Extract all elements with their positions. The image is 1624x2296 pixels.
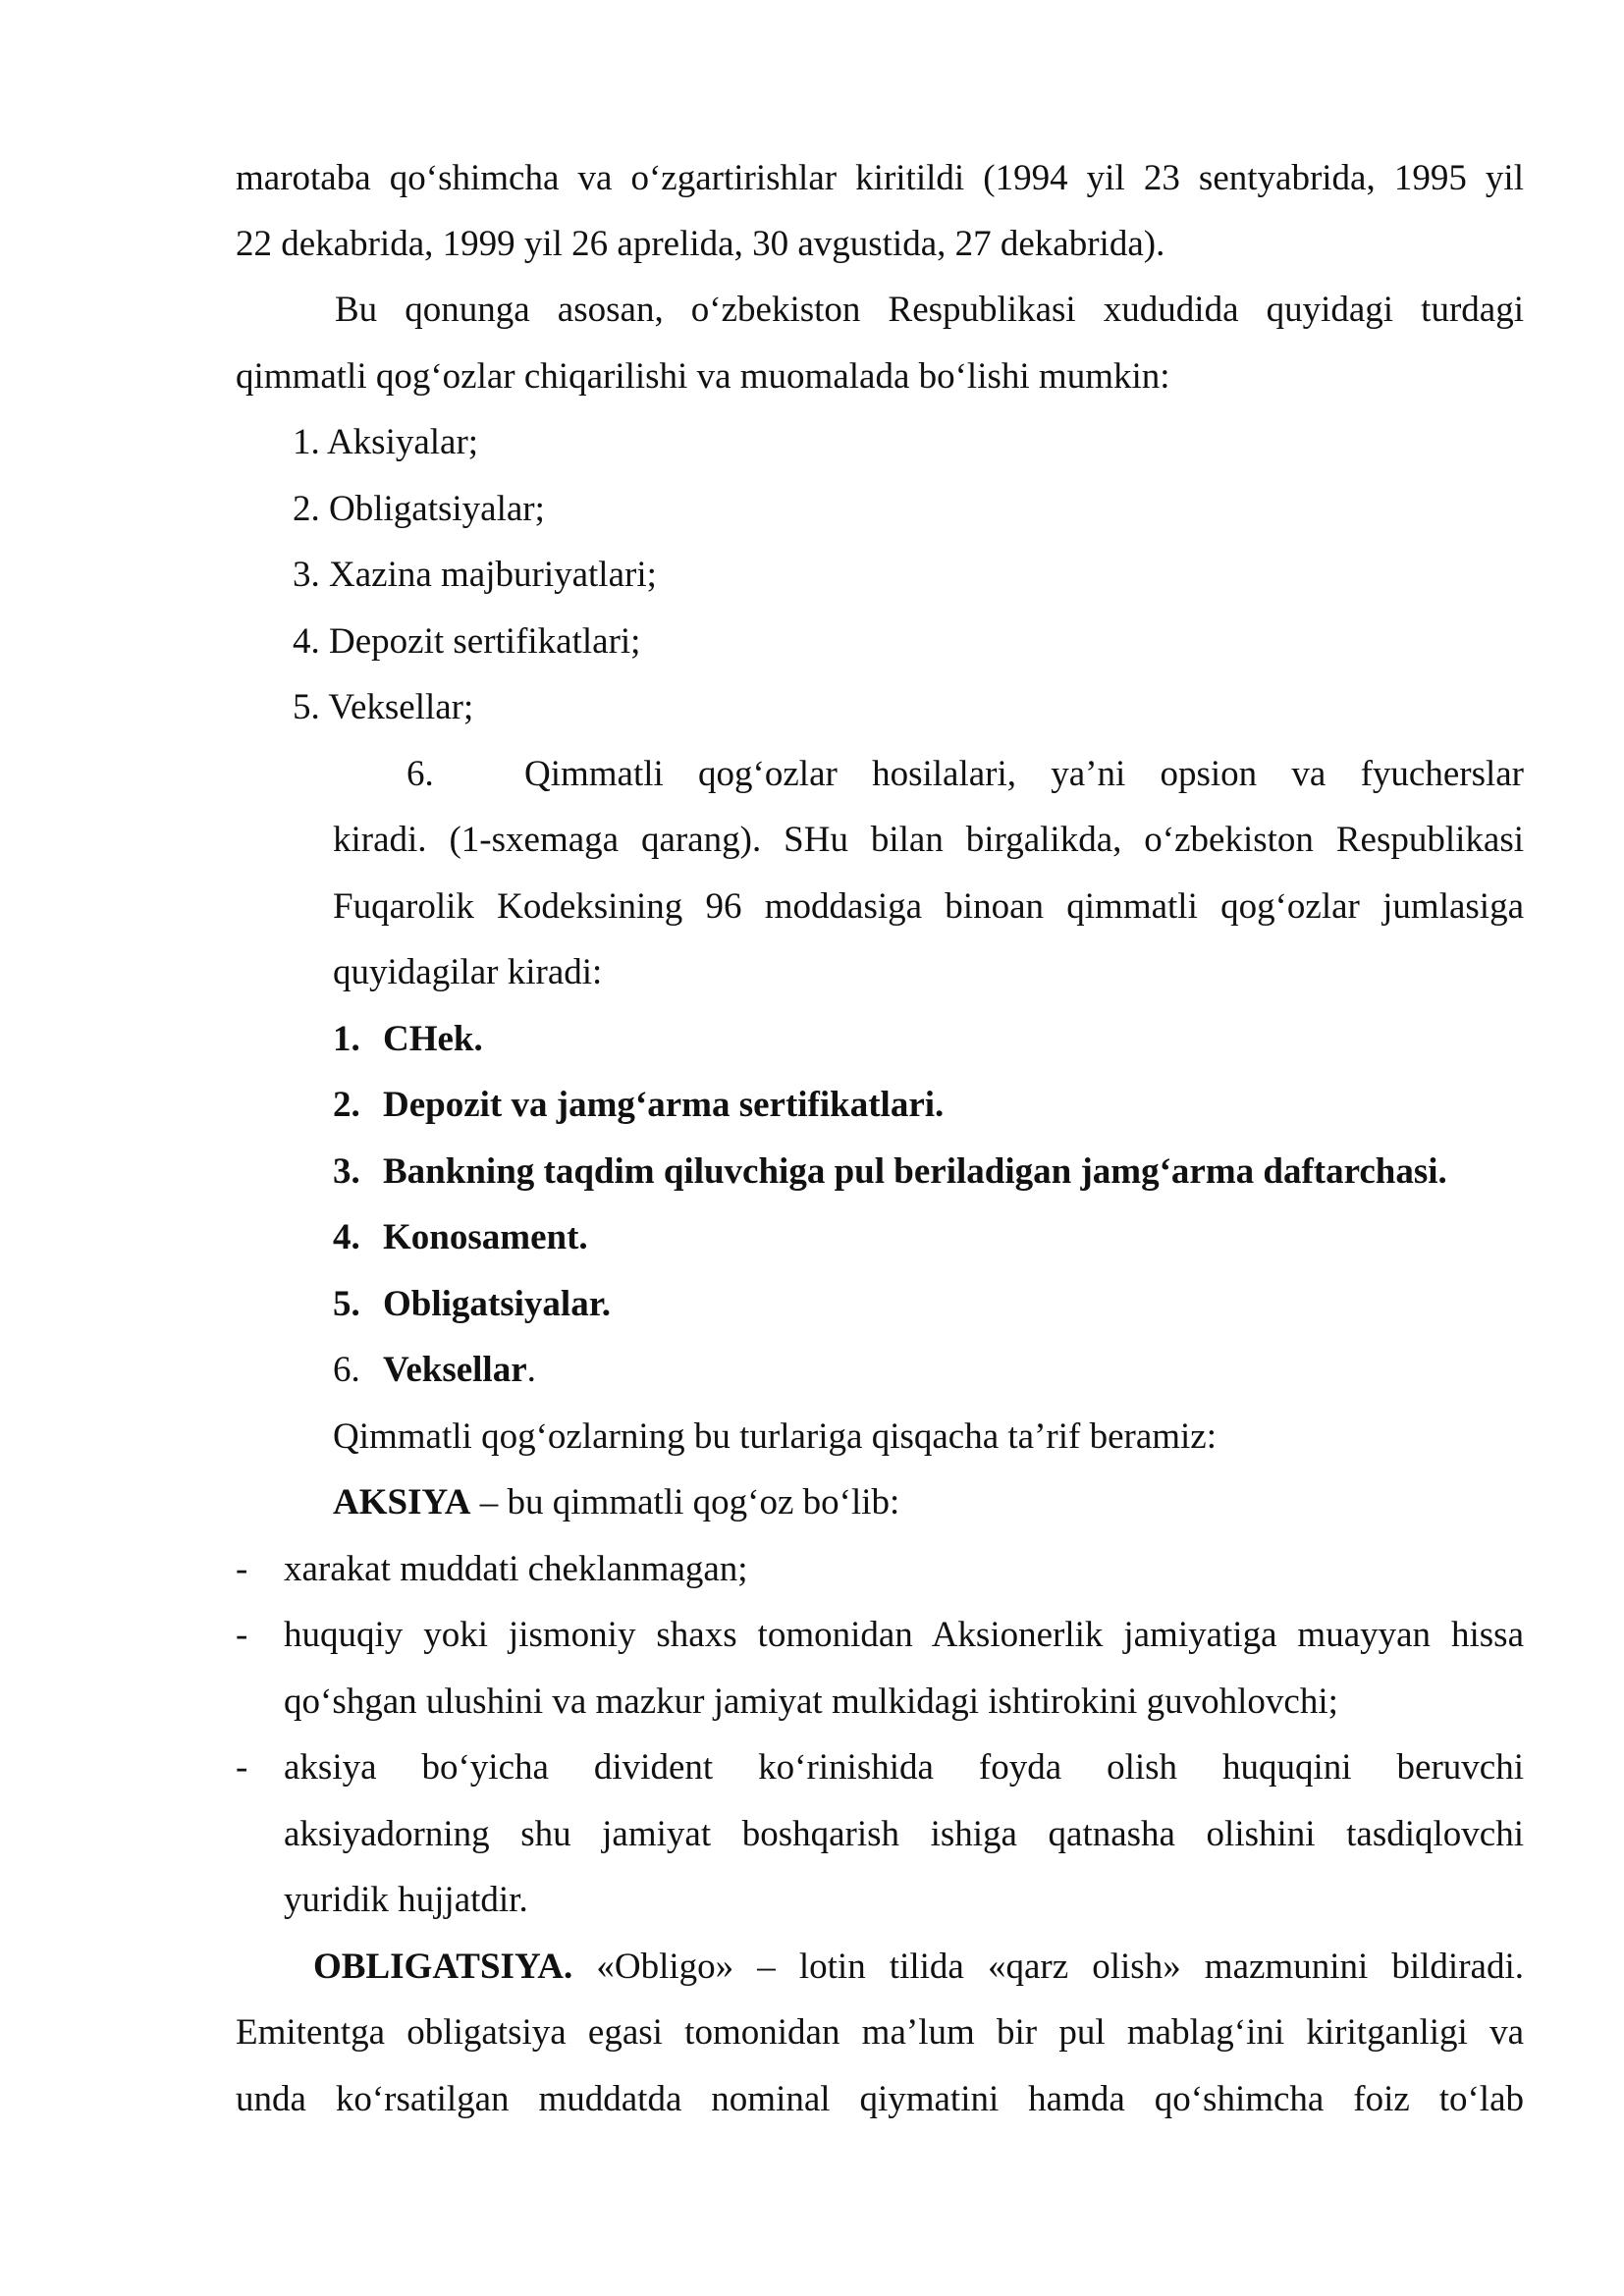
- bullet-dash: -: [236, 1549, 248, 1589]
- aksiya-bullet-3-line-2: aksiyadorning shu jamiyat boshqarish ishiga qatnasha olishini tasdiqlovchi: [284, 1814, 1524, 1854]
- list1-item-6-line-3: Fuqarolik Kodeksining 96 moddasiga binoan qimmatli qog‘ozlar jumlasiga: [333, 886, 1524, 927]
- list2-item-6: [333, 1349, 1621, 1392]
- list2-item-1: [333, 1018, 1621, 1061]
- aksiya-bullet-2-line-2: qo‘shgan ulushini va mazkur jamiyat mulkidagi ishtirokini guvohlovchi;: [284, 1682, 1338, 1722]
- aksiya-bullet-3-line-3: yuridik hujjatdir.: [284, 1880, 528, 1920]
- list1-item-6-line-4: quyidagilar kiradi:: [333, 952, 603, 992]
- list2-item-text: Veksellar: [383, 1350, 527, 1390]
- aksiya-bullet-1: xarakat muddati cheklanmagan;: [284, 1549, 748, 1589]
- list2-item-2: [333, 1084, 1621, 1127]
- intro-line-2: 22 dekabrida, 1999 yil 26 aprelida, 30 avgustida, 27 dekabrida).: [236, 224, 1165, 264]
- list2-item-4: [333, 1216, 1621, 1259]
- aksiya-bullet-3-line-1: aksiya bo‘yicha divident ko‘rinishida foyda olish huquqini beruvchi: [284, 1747, 1524, 1788]
- obligatsiya-line-3: unda ko‘rsatilgan muddatda nominal qiymatini hamda qo‘shimcha foiz to‘lab: [236, 2079, 1524, 2119]
- aksiya-bullet-2-line-1: huquqiy yoki jismoniy shaxs tomonidan Aksionerlik jamiyatiga muayyan hissa: [284, 1615, 1524, 1655]
- bullet-dash: -: [236, 1615, 248, 1655]
- aksiya-term: AKSIYA: [333, 1482, 471, 1522]
- list1-item-6-line-2: kiradi. (1-sxemaga qarang). SHu bilan birgalikda, o‘zbekiston Respublikasi: [333, 820, 1524, 860]
- list1-item-3: 3. Xazina majburiyatlari;: [293, 555, 657, 595]
- list1-item-6-line-1: Qimmatli qog‘ozlar hosilalari, ya’ni opsion va fyucherslar: [524, 754, 1524, 794]
- brief-intro: Qimmatli qog‘ozlarning bu turlariga qisqacha ta’rif beramiz:: [333, 1416, 1218, 1457]
- list2-item-tail: .: [526, 1350, 536, 1390]
- list2-item-number: 4.: [333, 1217, 360, 1257]
- intro-line-1: marotaba qo‘shimcha va o‘zgartirishlar kiritildi (1994 yil 23 sentyabrida, 1995 yil: [236, 158, 1524, 198]
- law-paragraph-line-2: qimmatli qog‘ozlar chiqarilishi va muomalada bo‘lishi mumkin:: [236, 356, 1170, 397]
- list2-item-text: Bankning taqdim qiluvchiga pul beriladigan jamg‘arma daftarchasi.: [383, 1151, 1447, 1192]
- list2-item-text: CHek.: [383, 1019, 483, 1059]
- list2-item-number: 1.: [333, 1019, 360, 1059]
- list1-item-4: 4. Depozit sertifikatlari;: [293, 621, 641, 662]
- list2-item-3: [333, 1150, 1621, 1194]
- aksiya-heading: [333, 1481, 1621, 1524]
- list1-item-5: 5. Veksellar;: [293, 687, 474, 727]
- obligatsiya-line-2: Emitentga obligatsiya egasi tomonidan ma’lum bir pul mablag‘ini kiritganligi va: [236, 2012, 1524, 2053]
- obligatsiya-term: OBLIGATSIYA.: [313, 1947, 573, 1987]
- obligatsiya-line-1: [313, 1946, 1524, 1989]
- list2-item-5: [333, 1283, 1621, 1326]
- obligatsiya-line-1-text: «Obligo» – lotin tilida «qarz olish» mazmunini bildiradi.: [572, 1947, 1524, 1987]
- list1-item-6-number: 6.: [406, 754, 434, 794]
- list1-item-2: 2. Obligatsiyalar;: [293, 489, 545, 529]
- list2-item-number: 2.: [333, 1085, 360, 1125]
- list2-item-text: Konosament.: [383, 1217, 588, 1257]
- list1-item-1: 1. Aksiyalar;: [293, 422, 479, 462]
- list2-item-number: 6.: [333, 1350, 360, 1390]
- list2-item-number: 5.: [333, 1284, 360, 1324]
- list2-item-text: Depozit va jamg‘arma sertifikatlari.: [383, 1085, 945, 1125]
- list2-item-number: 3.: [333, 1151, 360, 1192]
- law-paragraph-line-1: Bu qonunga asosan, o‘zbekiston Respublikasi xududida quyidagi turdagi: [335, 290, 1524, 330]
- bullet-dash: -: [236, 1747, 248, 1788]
- aksiya-definition: – bu qimmatli qog‘oz bo‘lib:: [470, 1482, 900, 1522]
- list2-item-text: Obligatsiyalar.: [383, 1284, 611, 1324]
